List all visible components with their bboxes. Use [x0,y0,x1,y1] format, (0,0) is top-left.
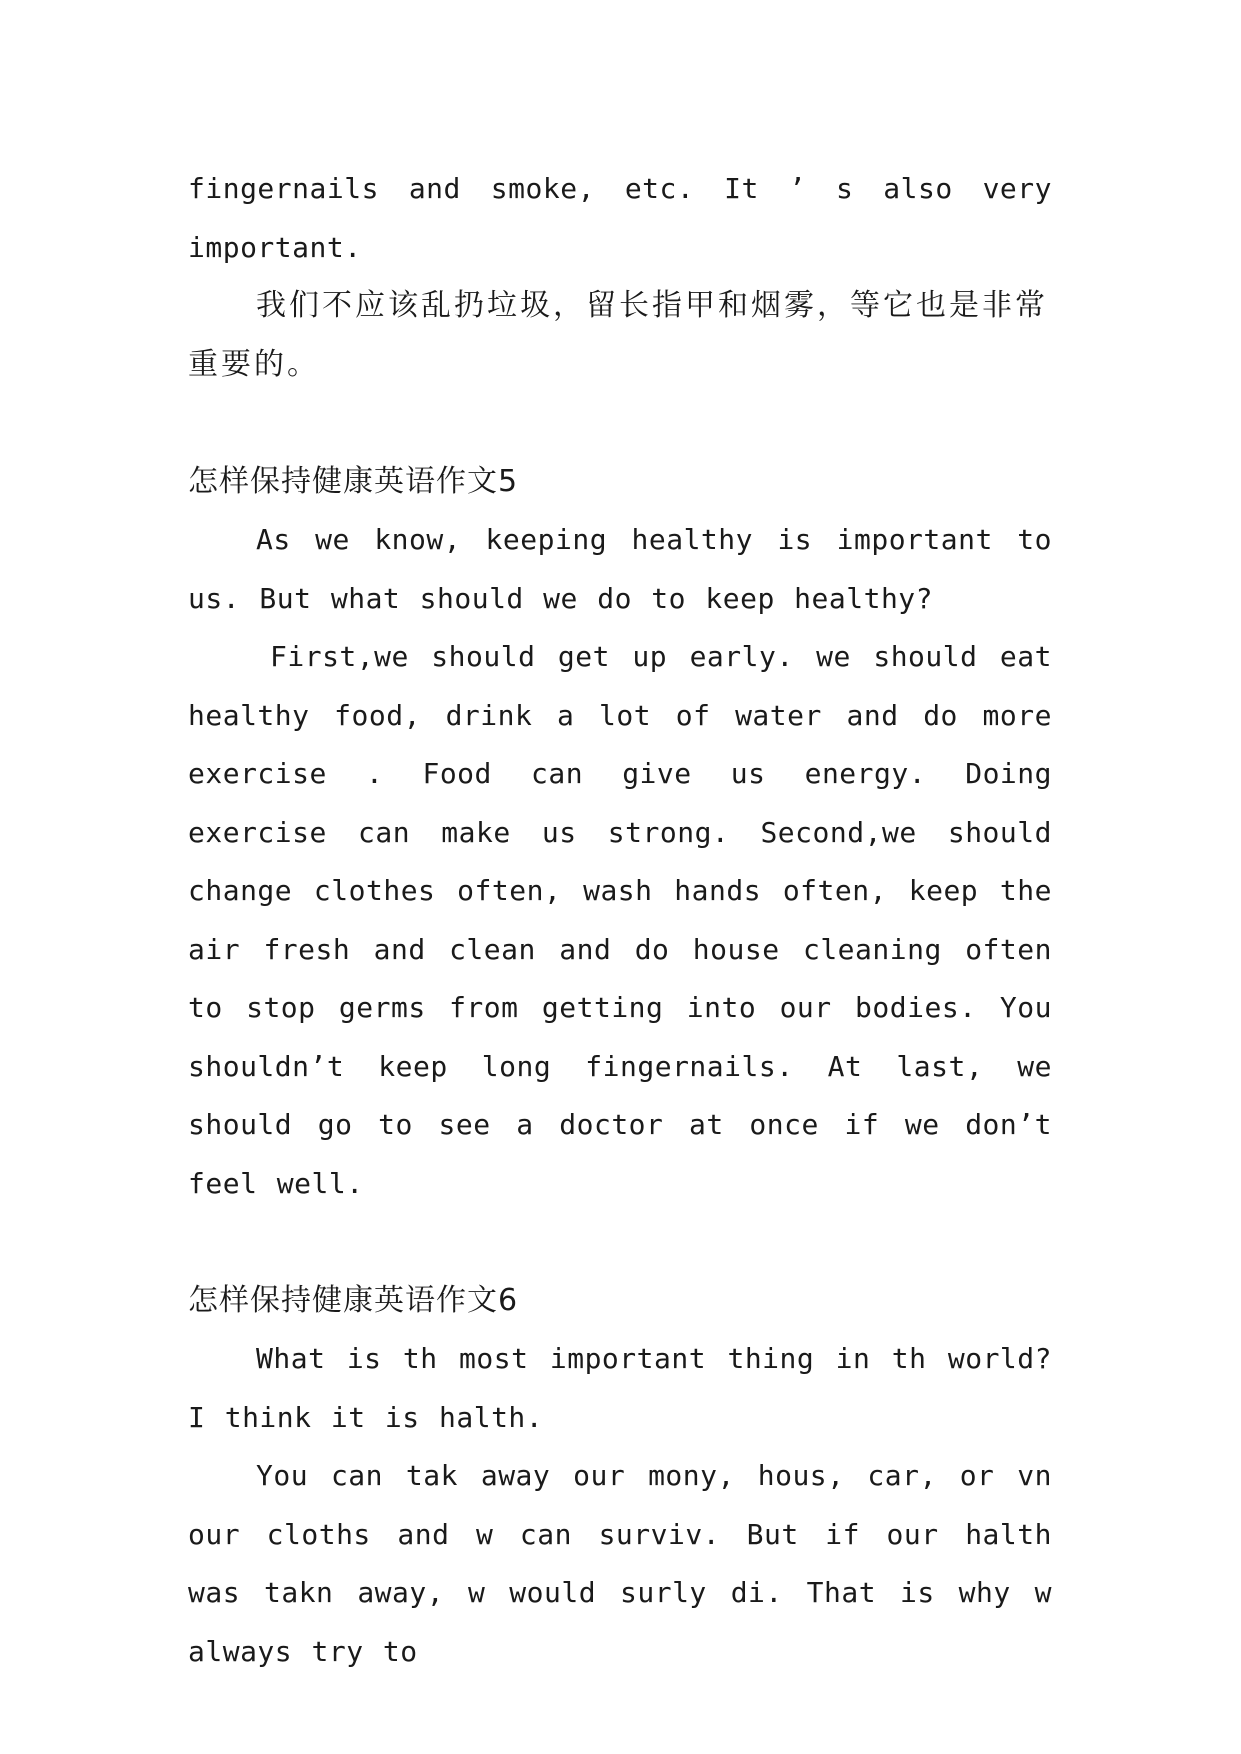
section-heading-5: 怎样保持健康英语作文5 [188,463,519,499]
section5-paragraph-2: First,we should get up early. we should eat healthy food, drink a lot of water and do more exercise . Food can give us energy. Doing exercise can make us strong. Second,we should change clothes often, wash hands often, keep the air fresh and clean and do house cleaning often to stop germs from getting into our bodies. You shouldn’t keep long fingernails. At last, we should go to see a doctor at once if we don’t feel well. [188,640,1052,1200]
section-gap [188,394,1052,453]
section5-paragraph-1: As we know, keeping healthy is important to us. But what should we do to keep healthy? [188,523,1052,615]
section6-paragraph-2: You can tak away our mony, hous, car, or vn our cloths and w can surviv. But if our halth was takn away, w would surly di. That is why w always try to [188,1459,1052,1668]
section6-paragraph-1: What is th most important thing in th world? I think it is halth. [188,1342,1052,1434]
document-body [188,160,1052,1681]
paragraph-continuation: fingernails and smoke, etc. It ’ s also very important. [188,172,1052,264]
section-heading-6: 怎样保持健康英语作文6 [188,1282,519,1318]
paragraph-translation: 我们不应该乱扔垃圾，留长指甲和烟雾，等它也是非常重要的。 [188,288,1048,382]
section-gap [188,1213,1052,1272]
